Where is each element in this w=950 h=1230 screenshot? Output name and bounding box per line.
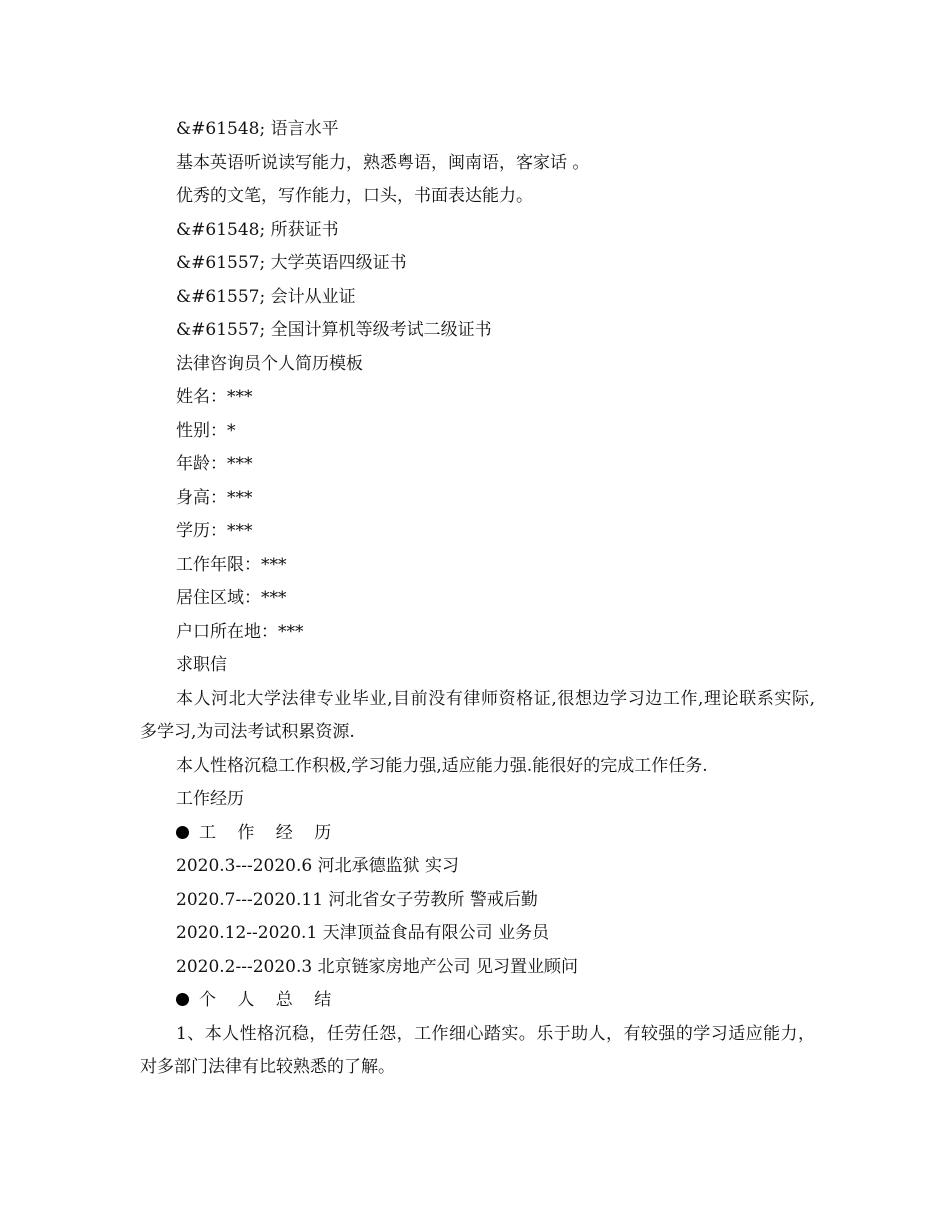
work-item: 2020.12--2020.1 天津顶益食品有限公司 业务员 bbox=[176, 923, 550, 943]
certificate-item: &#61557; 全国计算机等级考试二级证书 bbox=[176, 320, 492, 340]
summary-heading bbox=[140, 984, 815, 1018]
cover-letter-title: 求职信 bbox=[176, 655, 227, 675]
info-age: 年龄：*** bbox=[176, 454, 253, 474]
work-experience-heading-text: 工 作 经 历 bbox=[199, 822, 340, 843]
cover-letter-paragraph: 本人性格沉稳工作积极,学习能力强,适应能力强.能很好的完成工作任务. bbox=[176, 755, 708, 776]
info-name: 姓名：*** bbox=[176, 387, 253, 407]
summary-heading-text: 个 人 总 结 bbox=[199, 990, 340, 1010]
info-height: 身高：*** bbox=[176, 487, 253, 508]
resume-title: 法律咨询员个人简历模板 bbox=[176, 353, 363, 374]
language-line-1: 基本英语听说读写能力，熟悉粤语，闽南语，客家话 。 bbox=[176, 152, 590, 173]
info-education: 学历：*** bbox=[176, 521, 253, 541]
work-experience-heading bbox=[140, 817, 815, 851]
bullet-dot-icon bbox=[176, 993, 189, 1006]
info-residence: 居住区域：*** bbox=[176, 588, 287, 608]
info-work-years: 工作年限：*** bbox=[176, 554, 287, 575]
bullet-dot-icon bbox=[176, 826, 189, 839]
cover-letter-paragraph: 本人河北大学法律专业毕业,目前没有律师资格证,很想边学习边工作,理论联系实际, 多学习,为司法考试积累资源. bbox=[140, 688, 815, 742]
summary-paragraph: 1、本人性格沉稳，任劳任怨，工作细心踏实。乐于助人，有较强的学习适应能力，对多部门法律有比较熟悉的了解。 bbox=[140, 1023, 815, 1077]
certificate-item: &#61557; 大学英语四级证书 bbox=[176, 253, 407, 273]
work-item: 2020.7---2020.11 河北省女子劳教所 警戒后勤 bbox=[176, 889, 538, 910]
work-experience-title: 工作经历 bbox=[176, 789, 244, 809]
work-item: 2020.2---2020.3 北京链家房地产公司 见习置业顾问 bbox=[176, 956, 579, 977]
work-item: 2020.3---2020.6 河北承德监狱 实习 bbox=[176, 856, 460, 876]
section-certificates-heading: &#61548; 所获证书 bbox=[176, 219, 339, 240]
document-body bbox=[140, 113, 815, 1085]
info-gender: 性别：* bbox=[176, 420, 236, 441]
section-language-heading: &#61548; 语言水平 bbox=[176, 119, 339, 139]
language-line-2: 优秀的文笔，写作能力，口头，书面表达能力。 bbox=[176, 186, 533, 206]
info-hukou: 户口所在地：*** bbox=[176, 621, 304, 642]
certificate-item: &#61557; 会计从业证 bbox=[176, 286, 356, 307]
